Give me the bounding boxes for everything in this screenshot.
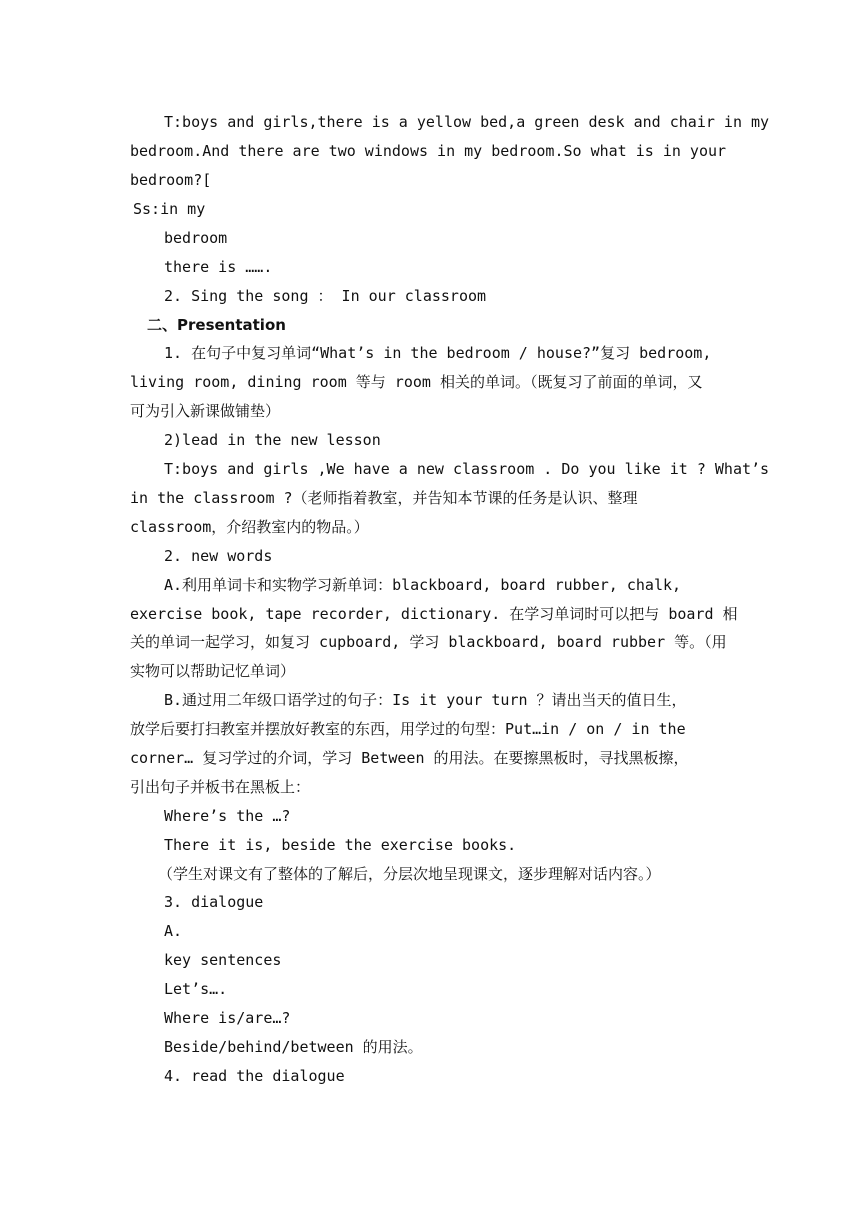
text-line: There it is, beside the exercise books. [164, 836, 517, 854]
text-line: bedroom?[ [130, 171, 212, 189]
text-line: key sentences [164, 951, 282, 969]
text-line: in the classroom ?（老师指着教室，并告知本节课的任务是认识、整理 [130, 489, 638, 507]
text-line: B.通过用二年级口语学过的句子：Is it your turn ？请出当天的值日生， [164, 691, 687, 709]
text-line: 实物可以帮助记忆单词） [130, 662, 296, 680]
text-line: corner… 复习学过的介词，学习 Between 的用法。在要擦黑板时，寻找黑板擦， [130, 749, 689, 767]
text-line: bedroom.And there are two windows in my bedroom.So what is in your [130, 142, 727, 160]
text-line: bedroom [164, 229, 228, 247]
text-line: A.利用单词卡和实物学习新单词：blackboard, board rubber, chalk, [164, 576, 682, 594]
text-line: Let’s…. [164, 980, 228, 998]
text-line: 3. dialogue [164, 893, 264, 911]
text-line: 关的单词一起学习，如复习 cupboard, 学习 blackboard, board rubber 等。（用 [130, 633, 727, 651]
section-heading: 二、Presentation [147, 316, 286, 334]
text-line: 1. 在句子中复习单词“What’s in the bedroom / house?”复习 bedroom, [164, 344, 712, 362]
text-line: T:boys and girls,there is a yellow bed,a green desk and chair in my [164, 113, 770, 131]
text-line: 放学后要打扫教室并摆放好教室的东西，用学过的句型：Put…in / on / in the [130, 720, 686, 738]
text-line: classroom，介绍教室内的物品。） [130, 518, 369, 536]
text-line: 引出句子并板书在黑板上： [130, 778, 311, 796]
text-line: 4. read the dialogue [164, 1067, 345, 1085]
text-line: Where is/are…? [164, 1009, 291, 1027]
text-line: A. [164, 922, 183, 940]
text-line: exercise book, tape recorder, dictionary. 在学习单词时可以把与 board 相 [130, 605, 738, 623]
text-line: Ss:in my [133, 200, 206, 218]
text-line: Beside/behind/between 的用法。 [164, 1038, 423, 1056]
text-line: （学生对课文有了整体的了解后，分层次地呈现课文，逐步理解对话内容。） [158, 865, 661, 883]
text-line: 2. new words [164, 547, 273, 565]
text-line: 2)lead in the new lesson [164, 431, 381, 449]
text-line: living room, dining room 等与 room 相关的单词。（既复习了前面的单词，又 [130, 373, 703, 391]
text-line: 2. Sing the song ： In our classroom [164, 287, 487, 305]
text-line: there is ……. [164, 258, 273, 276]
text-line: 可为引入新课做铺垫） [130, 402, 281, 420]
text-line: Where’s the …? [164, 807, 291, 825]
text-line: T:boys and girls ,We have a new classroom . Do you like it ? What’s [164, 460, 770, 478]
